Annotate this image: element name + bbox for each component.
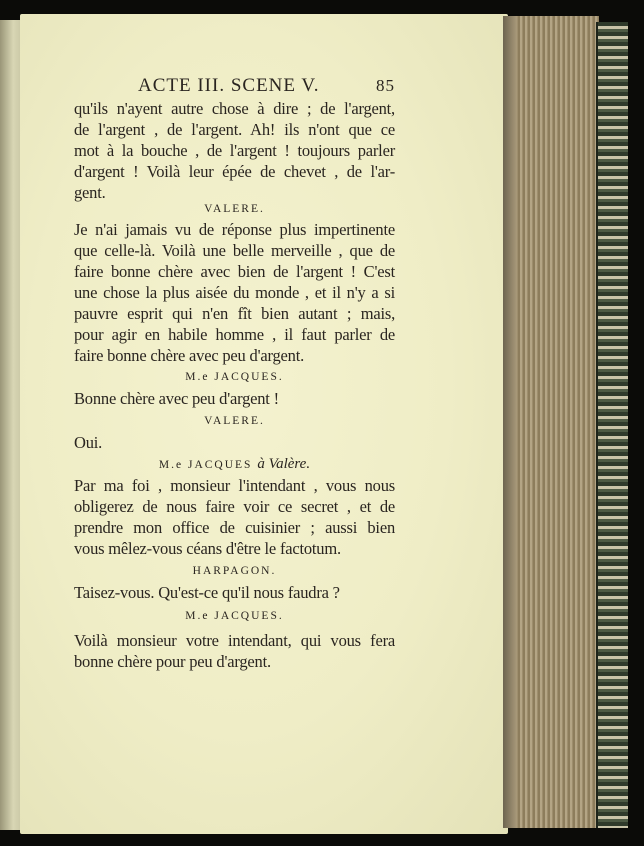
speaker-label: M.e JACQUES — [158, 459, 253, 471]
text-line: Je n'ai jamais vu de réponse plus impertinente — [74, 220, 395, 239]
text-line: Oui. — [74, 433, 103, 452]
speaker-name: M.e JACQUES. — [185, 371, 284, 383]
running-title: ACTE III. SCENE V. — [138, 75, 320, 96]
text-line: vous mêlez-vous céans d'être le factotum. — [74, 539, 341, 558]
text-line: qu'ils n'ayent autre chose à dire ; de l'argent, — [74, 99, 395, 118]
text-line: que celle-là. Voilà une belle merveille , que de — [74, 241, 395, 260]
text-line: pauvre esprit qui n'en fît bien autant ; mais, — [74, 304, 395, 323]
text-line: faire bonne chère avec bien de l'argent ! C'est — [74, 262, 395, 281]
text-line: bonne chère pour peu d'argent. — [74, 652, 271, 671]
decorative-binding-edge — [596, 22, 628, 828]
text-line: obligerez de nous faire voir ce secret , et de — [74, 497, 395, 516]
text-line: une chose la plus aisée du monde , et il n'y a si — [74, 283, 395, 302]
speaker-name: HARPAGON. — [192, 565, 277, 577]
text-line: Taisez-vous. Qu'est-ce qu'il nous faudra ? — [74, 583, 340, 602]
speaker-name: VALERE. — [204, 203, 265, 215]
speaker-name — [74, 456, 395, 472]
text-line: mot à la bouche , de l'argent ! toujours parler — [74, 141, 395, 160]
speaker-name: VALERE. — [204, 415, 265, 427]
left-page-edge — [0, 20, 22, 830]
text-line: gent. — [74, 183, 106, 202]
speaker-name: M.e JACQUES. — [185, 610, 284, 622]
page-fore-edge-shadow — [503, 16, 517, 828]
text-line: Par ma foi , monsieur l'intendant , vous nous — [74, 476, 395, 495]
stage-direction: à Valère. — [257, 456, 311, 472]
running-header — [74, 76, 395, 96]
text-line: Voilà monsieur votre intendant, qui vous fera — [74, 631, 395, 650]
text-line: prendre mon office de cuisinier ; aussi bien — [74, 518, 395, 537]
text-line: pour agir en habile homme , il faut parler de — [74, 325, 395, 344]
page-fore-edge — [503, 16, 599, 828]
text-line: Bonne chère avec peu d'argent ! — [74, 389, 279, 408]
page-number: 85 — [376, 76, 395, 95]
text-line: d'argent ! Voilà leur épée de chevet , de l'ar- — [74, 162, 395, 181]
text-line: de l'argent , de l'argent. Ah! ils n'ont que ce — [74, 120, 395, 139]
text-line: faire bonne chère avec peu d'argent. — [74, 346, 305, 365]
